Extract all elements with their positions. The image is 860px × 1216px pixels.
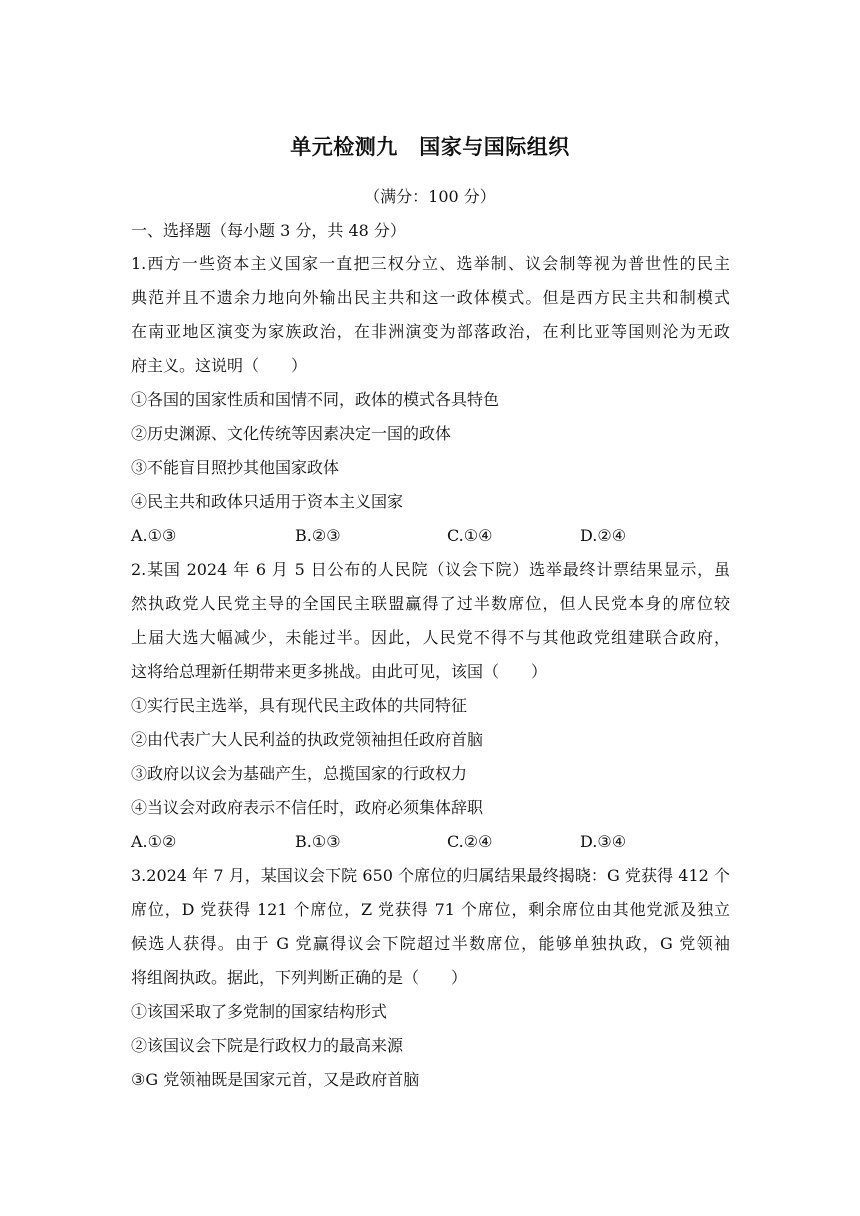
section-heading: 一、选择题（每小题 3 分，共 48 分） — [131, 221, 406, 240]
question-text-line: 在南亚地区演变为家族政治，在非洲演变为部落政治，在利比亚等国则沦为无政 — [131, 322, 730, 341]
option-c: C.①④ — [447, 526, 493, 545]
option-a: A.①③ — [131, 526, 177, 545]
question-text-line: 候选人获得。由于 G 党赢得议会下院超过半数席位，能够单独执政，G 党领袖 — [131, 934, 730, 953]
option-d: D.②④ — [580, 526, 627, 545]
page-title: 单元检测九 国家与国际组织 — [290, 135, 570, 159]
question-text-line: 府主义。这说明（ ） — [131, 356, 308, 375]
option-b: B.①③ — [295, 832, 341, 851]
option-b: B.②③ — [295, 526, 341, 545]
question-text-line: 上届大选大幅减少，未能过半。因此，人民党不得不与其他政党组建联合政府， — [131, 628, 730, 647]
option-c: C.②④ — [447, 832, 493, 851]
question-text-line: 然执政党人民党主导的全国民主联盟赢得了过半数席位，但人民党本身的席位较 — [131, 594, 730, 613]
statement: ③G 党领袖既是国家元首，又是政府首脑 — [131, 1070, 420, 1089]
question-text-line: 3.2024 年 7 月，某国议会下院 650 个席位的归属结果最终揭晓：G 党获得 412 个 — [131, 866, 730, 885]
statement: ④民主共和政体只适用于资本主义国家 — [131, 492, 404, 511]
statement: ③不能盲目照抄其他国家政体 — [131, 458, 340, 477]
option-d: D.③④ — [580, 832, 627, 851]
full-score: （满分：100 分） — [364, 187, 496, 206]
option-a: A.①② — [131, 832, 177, 851]
question-text-line: 2.某国 2024 年 6 月 5 日公布的人民院（议会下院）选举最终计票结果显示，虽 — [131, 560, 730, 579]
question-text-line: 这将给总理新任期带来更多挑战。由此可见，该国（ ） — [131, 662, 548, 681]
question-text-line: 席位，D 党获得 121 个席位，Z 党获得 71 个席位，剩余席位由其他党派及独立 — [131, 900, 730, 919]
statement: ②历史渊源、文化传统等因素决定一国的政体 — [131, 424, 452, 443]
statement: ①该国采取了多党制的国家结构形式 — [131, 1002, 388, 1021]
statement: ①各国的国家性质和国情不同，政体的模式各具特色 — [131, 390, 500, 409]
statement: ④当议会对政府表示不信任时，政府必须集体辞职 — [131, 798, 484, 817]
statement: ①实行民主选举，具有现代民主政体的共同特征 — [131, 696, 468, 715]
statement: ②由代表广大人民利益的执政党领袖担任政府首脑 — [131, 730, 484, 749]
statement: ③政府以议会为基础产生，总揽国家的行政权力 — [131, 764, 468, 783]
question-text-line: 典范并且不遗余力地向外输出民主共和这一政体模式。但是西方民主共和制模式 — [131, 288, 730, 307]
question-text-line: 将组阁执政。据此，下列判断正确的是（ ） — [131, 968, 468, 987]
question-text-line: 1.西方一些资本主义国家一直把三权分立、选举制、议会制等视为普世性的民主 — [131, 254, 730, 273]
statement: ②该国议会下院是行政权力的最高来源 — [131, 1036, 404, 1055]
